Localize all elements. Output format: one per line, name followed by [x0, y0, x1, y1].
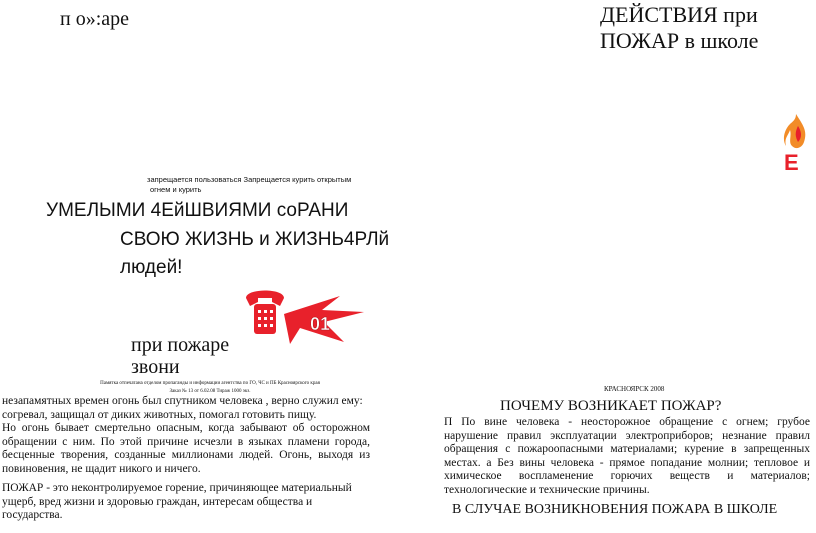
cover-title-line-2: ПОЖАР в школе	[600, 28, 759, 53]
slogan-line-3: людей!	[120, 257, 183, 278]
slogan-line-1: УМЕЛЫМИ 4ЕйШВИЯМИ соРАНИ	[46, 200, 349, 221]
telephone-icon	[246, 291, 284, 335]
slogan-line-2: СВОЮ ЖИЗНЬ и ЖИЗНЬ4РЛй	[120, 229, 390, 250]
history-paragraph-2: Но огонь бывает смертельно опасным, когда забывают об осторожном обращении с ним. По этой причине исчезли в языках пламени города, бесценные творения, созданные миллионами людей. Огонь, выходя из повиновения, не щадит никого и ничего.	[2, 422, 370, 475]
flame-logo-icon	[778, 112, 812, 174]
call-text-line-2: звони	[131, 356, 180, 378]
memo-credit	[60, 380, 360, 396]
history-paragraph-1: незапамятных времен огонь был спутником человека , верно служил ему: согревал, защищал от диких животных, помогал готовить пищу.	[2, 395, 363, 421]
prohibition-line-2: огнем и курить	[150, 185, 202, 194]
emergency-phone-graphic	[240, 284, 366, 346]
cover-title	[600, 2, 810, 54]
school-fire-heading: В СЛУЧАЕ ВОЗНИКНОВЕНИЯ ПОЖАРА В ШКОЛЕ	[452, 502, 778, 517]
emergency-number: 01	[310, 314, 331, 334]
fire-definition-paragraph: ПОЖАР - это неконтролируемое горение, причиняющее материальный ущерб, вред жизни и здоровью граждан, интересам общества и государства.	[2, 482, 352, 521]
top-left-text-fragment: п о»:аре	[60, 8, 130, 30]
call-text-line-1: при пожаре	[131, 334, 230, 356]
prohibition-line-1: запрещается пользоваться Запрещается курить открытым	[147, 175, 352, 184]
fire-causes-paragraph: П По вине человека - неосторожное обращение с огнем; грубое нарушение правил эксплуатации электроприборов; незнание правил обращения с пожароопасными материалами; курение в запрещенных местах. а Без вины человека - прямое попадание молнии; тепловое и химическое воспламенение горючих веществ и материалов; технологические и технические причины.	[444, 416, 810, 496]
why-fire-heading: ПОЧЕМУ ВОЗНИКАЕТ ПОЖАР?	[500, 398, 722, 414]
city-year: КРАСНОЯРСК 2008	[604, 385, 665, 393]
cover-title-line-1: ДЕЙСТВИЯ при	[600, 2, 758, 27]
prohibition-notice	[147, 175, 362, 195]
memo-credit-line-1: Памятка отпечатана отделом пропаганды и информации агентства по ГО, ЧС и ПБ Красноярского края	[100, 381, 320, 386]
memo-credit-line-2: Заказ № 13 от 6.02.08 Тираж 1000 экз.	[169, 389, 251, 394]
flame-letter: E	[784, 150, 799, 174]
